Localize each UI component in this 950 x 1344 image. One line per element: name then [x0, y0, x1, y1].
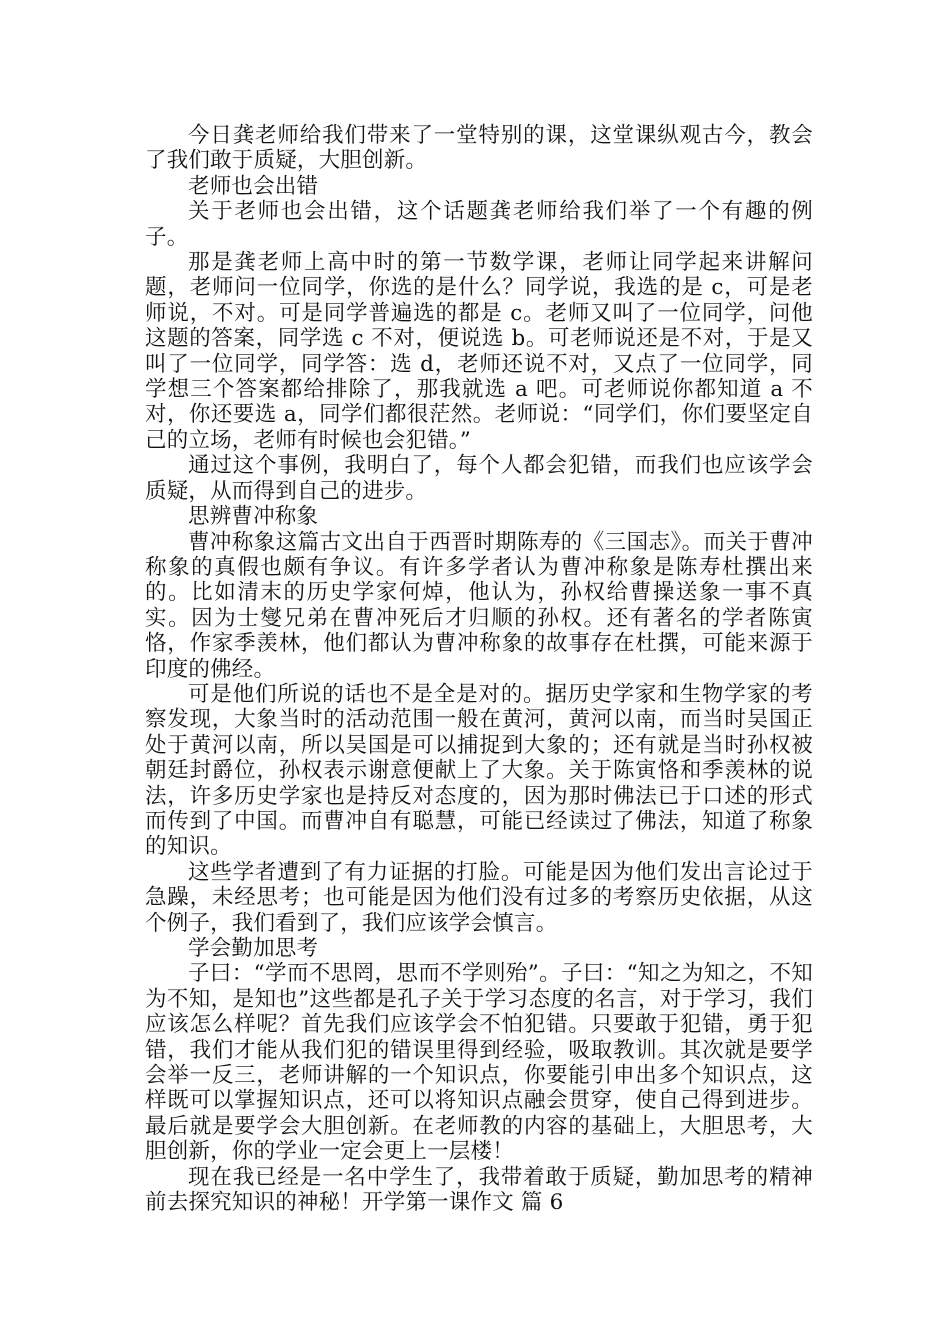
section-heading: 思辨曹冲称象 [188, 504, 319, 530]
paragraph: 可是他们所说的话也不是全是对的。据历史学家和生物学家的考察发现，大象当时的活动范围一般在黄河，黄河以南，而当时吴国正处于黄河以南，所以吴国是可以捕捉到大象的；还有就是当时孙权被朝廷封爵位，孙权表示谢意便献上了大象。关于陈寅恪和季羡林的说法，许多历史学家也是持反对态度的，因为那时佛法已于口述的形式而传到了中国。而曹冲自有聪慧，可能已经读过了佛法，知道了称象的知识。 [145, 681, 813, 860]
paragraph: 这些学者遭到了有力证据的打脸。可能是因为他们发出言论过于急躁，未经思考；也可能是因为他们没有过多的考察历史依据，从这个例子，我们看到了，我们应该学会慎言。 [145, 859, 813, 936]
section-heading: 老师也会出错 [188, 173, 319, 199]
paragraph: 通过这个事例，我明白了，每个人都会犯错，而我们也应该学会质疑，从而得到自己的进步。 [145, 453, 813, 504]
section-heading: 学会勤加思考 [188, 936, 319, 961]
paragraph: 现在我已经是一名中学生了，我带着敢于质疑，勤加思考的精神前去探究知识的神秘！开学第一课作文 篇 6 [145, 1164, 813, 1216]
document-page [145, 123, 813, 1215]
paragraph: 子曰：“学而不思罔，思而不学则殆”。子曰：“知之为知之，不知为不知，是知也”这些都是孔子关于学习态度的名言，对于学习，我们应该怎么样呢？首先我们应该学会不怕犯错。只要敢于犯错，勇于犯错，我们才能从我们犯的错误里得到经验，吸取教训。其次就是要学会举一反三，老师讲解的一个知识点，你要能引申出多个知识点，这样既可以掌握知识点，还可以将知识点融会贯穿，使自己得到进步。最后就是要学会大胆创新。在老师教的内容的基础上，大胆思考，大胆创新，你的学业一定会更上一层楼！ [145, 961, 813, 1165]
paragraph: 今日龚老师给我们带来了一堂特别的课，这堂课纵观古今，教会了我们敢于质疑，大胆创新。 [145, 123, 813, 174]
paragraph: 曹冲称象这篇古文出自于西晋时期陈寿的《三国志》。而关于曹冲称象的真假也颇有争议。有许多学者认为曹冲称象是陈寿杜撰出来的。比如清末的历史学家何焯，他认为，孙权给曹操送象一事不真实。因为士燮兄弟在曹冲死后才归顺的孙权。还有著名的学者陈寅恪，作家季羡林，他们都认为曹冲称象的故事存在杜撰，可能来源于印度的佛经。 [145, 529, 813, 682]
paragraph: 关于老师也会出错，这个话题龚老师给我们举了一个有趣的例子。 [145, 199, 813, 250]
paragraph: 那是龚老师上高中时的第一节数学课，老师让同学起来讲解问题，老师问一位同学，你选的是什么？同学说，我选的是 c，可是老师说，不对。可是同学普遍选的都是 c。老师又叫了一位同学，问他这题的答案，同学选 c 不对，便说选 b。可老师说还是不对，于是又叫了一位同学，同学答：选 d，老师还说不对，又点了一位同学，同学想三个答案都给排除了，那我就选 a 吧。可老师说你都知道 a 不对，你还要选 a，同学们都很茫然。老师说：“同学们，你们要坚定自己的立场，老师有时候也会犯错。” [145, 250, 813, 453]
